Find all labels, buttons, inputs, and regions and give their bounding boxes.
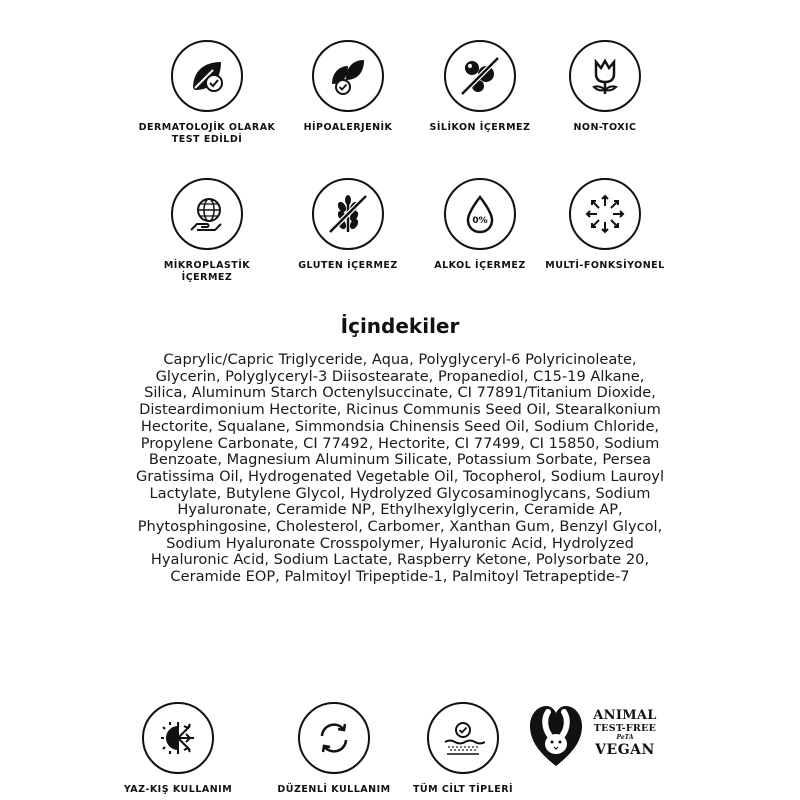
feature-regular-use [264,702,404,796]
feature-label: GLUTEN İÇERMEZ [298,260,398,271]
leaves-check-icon [326,54,370,98]
feature-non-toxic [535,40,675,134]
badge-line-test-free: TEST-FREE [593,723,657,734]
peta-bunny-heart-icon [528,700,584,770]
svg-text:0%: 0% [472,216,488,226]
feature-label: MULTİ-FONKSİYONEL [545,260,665,271]
badge-line-vegan: VEGAN [595,742,655,758]
zero-percent-drop-icon [458,192,502,236]
ingredients-title: İçindekiler [340,314,460,338]
skin-layers-check-icon [441,716,485,760]
peta-badge [528,700,668,770]
feature-dermatologically-tested [137,40,277,146]
globe-hand-icon [185,192,229,236]
feature-label: ALKOL İÇERMEZ [434,260,526,271]
feature-label: HİPOALERJENİK [303,122,393,133]
feature-no-silicone [410,40,550,134]
feature-label: TÜM CİLT TİPLERİ [412,784,514,795]
feature-label: NON-TOXIC [573,122,637,133]
feature-alcohol-free [410,178,550,272]
no-gluten-icon [326,192,370,236]
feature-label: SİLİKON İÇERMEZ [429,122,531,133]
feature-gluten-free [278,178,418,272]
feature-hypoallergenic [278,40,418,134]
multi-arrows-icon [583,192,627,236]
feature-summer-winter [108,702,248,796]
tulip-icon [583,54,627,98]
no-silicone-icon [458,54,502,98]
badge-line-animal: ANIMAL [593,708,657,723]
feature-multi-functional [535,178,675,272]
leaf-check-icon [185,54,229,98]
badge-line-peta: PeTA [616,734,634,741]
sun-snowflake-icon [156,716,200,760]
feature-label: MİKROPLASTİK İÇERMEZ [163,260,251,283]
feature-label: DÜZENLİ KULLANIM [277,784,391,795]
feature-no-microplastic [137,178,277,284]
feature-all-skin-types [393,702,533,796]
ingredients-list: Caprylic/Capric Triglyceride, Aqua, Polyglyceryl-6 Polyricinoleate, Glycerin, Polyglyceryl-3 Diisostearate, Propanediol, C15-19 Alkane, Silica, Aluminum Starch Octenylsuccinate, CI 77891/Titanium Dioxide, Disteardimonium Hectorite, Ricinus Communis Seed Oil, Stearalkonium Hectorite, Squalane, Simmondsia Chinensis Seed Oil, Sodium Chloride, Propylene Carbonate, CI 77492, Hectorite, CI 77499, CI 15850, Sodium Benzoate, Magnesium Aluminum Silicate, Potassium Sorbate, Persea Gratissima Oil, Hydrogenated Vegetable Oil, Tocopherol, Sodium Lauroyl Lactylate, Butylene Glycol, Hydrolyzed Glycosaminoglycans, Sodium Hyaluronate, Ceramide NP, Ethylhexylglycerin, Ceramide AP, Phytosphingosine, Cholesterol, Carbomer, Xanthan Gum, Benzyl Glycol, Sodium Hyaluronate Crosspolymer, Hyaluronic Acid, Hydrolyzed Hyaluronic Acid, Sodium Lactate, Raspberry Ketone, Polysorbate 20, Ceramide EOP, Palmitoyl Tripeptide-1, Palmitoyl Tetrapeptide-7 [135,351,664,586]
refresh-arrows-icon [312,716,356,760]
feature-label: DERMATOLOJİK OLARAK TEST EDİLDİ [138,122,276,145]
feature-label: YAZ-KIŞ KULLANIM [123,784,233,795]
